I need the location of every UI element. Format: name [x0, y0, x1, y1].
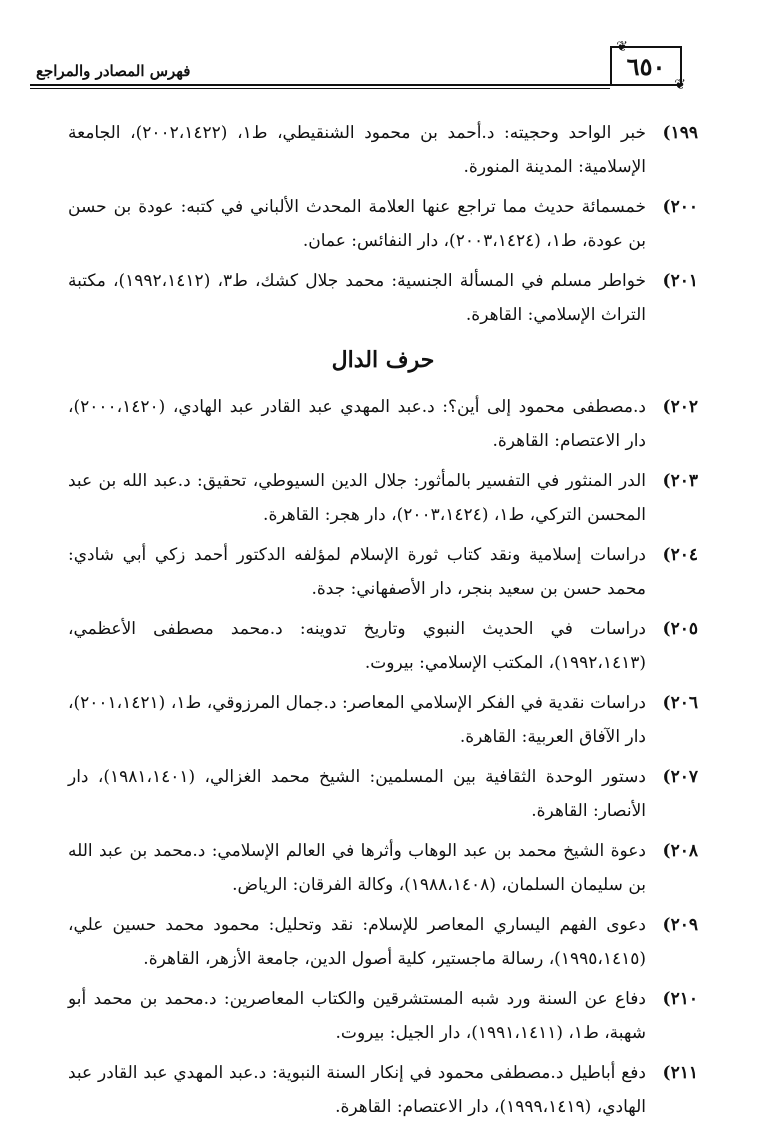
section-heading: حرف الدال — [331, 347, 435, 373]
bibliography-entry — [68, 686, 698, 754]
entry-number: ٢٠٩) — [662, 915, 698, 935]
entry-number: ٢٠٨) — [662, 841, 698, 861]
bibliography-entry — [68, 464, 698, 532]
entry-number: ٢٠٦) — [662, 693, 698, 713]
page-number: ٦٥٠ — [610, 46, 682, 86]
entry-text: الدر المنثور في التفسير بالمأثور: جلال الدين السيوطي، تحقيق: د.عبد الله بن عبد المحسن التركي، ط١، (٢٠٠٣،١٤٢٤)، دار هجر: القاهرة. — [68, 471, 646, 525]
bibliography-entry — [68, 982, 698, 1050]
entry-text: دفع أباطيل د.مصطفى محمود في إنكار السنة النبوية: د.عبد المهدي عبد القادر عبد الهادي، (١٩٩٩،١٤١٩)، دار الاعتصام: القاهرة. — [68, 1063, 646, 1117]
corner-ornament-icon: ❦ — [674, 77, 686, 93]
entry-text: خمسمائة حديث مما تراجع عنها العلامة المحدث الألباني في كتبه: عودة بن حسن بن عودة، ط١، (٢٠٠٣،١٤٢٤)، دار النفائس: عمان. — [68, 197, 646, 251]
entry-text: دستور الوحدة الثقافية بين المسلمين: الشيخ محمد الغزالي، (١٩٨١،١٤٠١)، دار الأنصار: القاهرة. — [68, 767, 646, 821]
bibliography-entry — [68, 264, 698, 332]
entry-text: د.مصطفى محمود إلى أين؟: د.عبد المهدي عبد القادر عبد الهادي، (٢٠٠٠،١٤٢٠)، دار الاعتصام: القاهرة. — [68, 397, 646, 451]
bibliography-entry — [68, 908, 698, 976]
entry-number: ٢٠٣) — [662, 471, 698, 491]
bibliography-entry — [68, 116, 698, 184]
entries-before-section — [68, 116, 698, 332]
entry-number: ٢١٠) — [662, 989, 698, 1009]
entry-number: ٢٠٠) — [662, 197, 698, 217]
entry-text: دراسات في الحديث النبوي وتاريخ تدوينه: د.محمد مصطفى الأعظمي، (١٩٩٢،١٤١٣)، المكتب الإسلامي: بيروت. — [68, 619, 646, 673]
running-title: فهرس المصادر والمراجع — [36, 62, 191, 80]
header-rule — [30, 84, 610, 86]
entry-number: ٢١١) — [662, 1063, 698, 1083]
entry-text: دراسات إسلامية ونقد كتاب ثورة الإسلام لمؤلفه الدكتور أحمد زكي أبي شادي: محمد حسن بن سعيد بنجر، دار الأصفهاني: جدة. — [68, 545, 646, 599]
entry-text: دفاع عن السنة ورد شبه المستشرقين والكتاب المعاصرين: د.محمد بن محمد أبو شهبة، ط١، (١٩٩١،١٤١١)، دار الجيل: بيروت. — [68, 989, 646, 1043]
bibliography-entry — [68, 760, 698, 828]
entry-text: خبر الواحد وحجيته: د.أحمد بن محمود الشنقيطي، ط١، (٢٠٠٢،١٤٢٢)، الجامعة الإسلامية: المدينة المنورة. — [68, 123, 646, 177]
entry-number: ٢٠١) — [662, 271, 698, 291]
entry-number: ١٩٩) — [662, 123, 698, 143]
entry-number: ٢٠٥) — [662, 619, 698, 639]
bibliography-list — [68, 116, 698, 1130]
entry-text: دراسات نقدية في الفكر الإسلامي المعاصر: د.جمال المرزوقي، ط١، (٢٠٠١،١٤٢١)، دار الآفاق العربية: القاهرة. — [68, 693, 646, 747]
bibliography-entry — [68, 612, 698, 680]
entry-number: ٢٠٧) — [662, 767, 698, 787]
entry-text: خواطر مسلم في المسألة الجنسية: محمد جلال كشك، ط٣، (١٩٩٢،١٤١٢)، مكتبة التراث الإسلامي: القاهرة. — [68, 271, 646, 325]
entry-text: دعوى الفهم اليساري المعاصر للإسلام: نقد وتحليل: محمود محمد حسين علي، (١٩٩٥،١٤١٥)، رسالة ماجستير، كلية أصول الدين، جامعة الأزهر، القاهرة. — [68, 915, 646, 969]
entry-number: ٢٠٢) — [662, 397, 698, 417]
entries-section-dal — [68, 390, 698, 1124]
entry-text: دعوة الشيخ محمد بن عبد الوهاب وأثرها في العالم الإسلامي: د.محمد بن عبد الله بن سليمان السلمان، (١٩٨٨،١٤٠٨)، وكالة الفرقان: الرياض. — [68, 841, 646, 895]
bibliography-entry — [68, 1056, 698, 1124]
entry-number: ٢٠٤) — [662, 545, 698, 565]
corner-ornament-icon: ❦ — [616, 39, 628, 55]
bibliography-entry — [68, 834, 698, 902]
header-rule — [30, 88, 610, 89]
bibliography-entry — [68, 390, 698, 458]
page-header — [30, 39, 686, 94]
bibliography-entry — [68, 190, 698, 258]
bibliography-entry — [68, 538, 698, 606]
